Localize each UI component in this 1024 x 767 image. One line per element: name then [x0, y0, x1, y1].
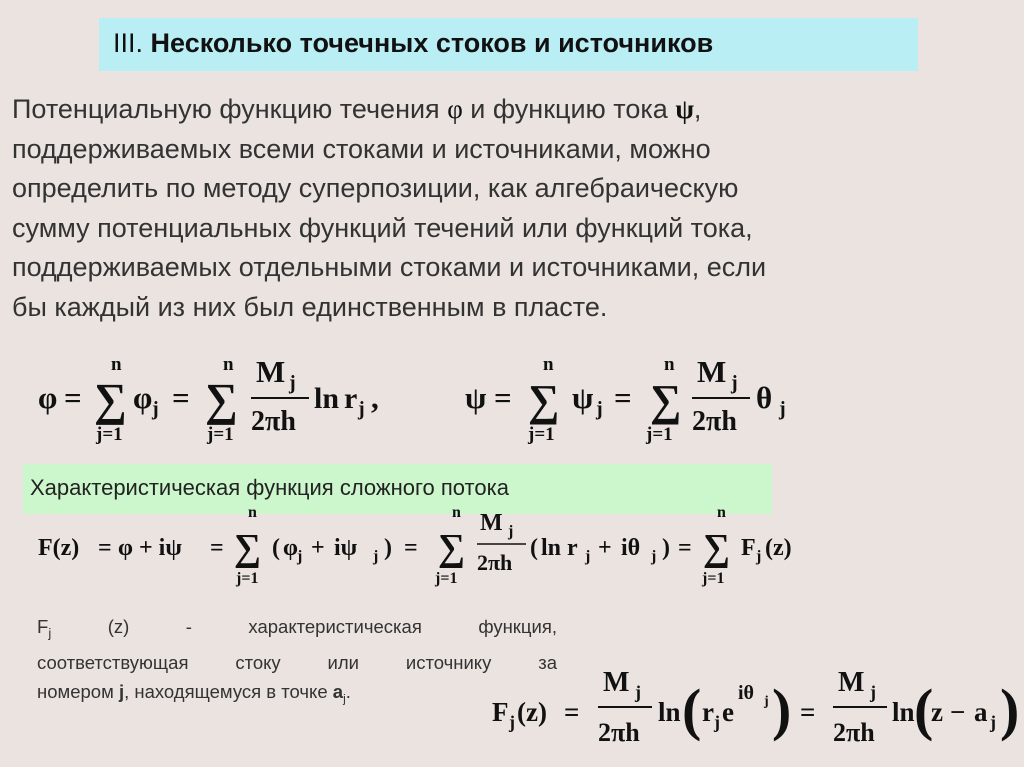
note-word-3: или [327, 651, 360, 673]
f3-sum2-sigma: ∑ [438, 527, 466, 569]
note-dash: - [185, 616, 192, 637]
note-line-2 [37, 648, 557, 677]
f2-psi: ψ [465, 380, 487, 415]
note-F-sub: j [48, 625, 52, 641]
f4-r-sub: j [714, 712, 720, 732]
f1-sum1-sigma: ∑ [94, 374, 127, 425]
f3-theta-sub: j [651, 548, 657, 565]
f4-z-letter: z [931, 697, 943, 727]
phi-symbol: φ [447, 94, 463, 124]
note-a-sub: j [343, 691, 346, 706]
f4-ln1: ln [658, 697, 681, 727]
f4-M1-sub: j [635, 682, 641, 702]
f3-ipsi-j-sub: j [373, 548, 379, 565]
f3-M: M [480, 510, 503, 536]
f4-a: a [974, 697, 988, 727]
f3-phi-j: φ [283, 535, 298, 561]
psi-symbol: ψ [675, 94, 694, 124]
f1-sum1-from: j=1 [96, 424, 123, 445]
f4-arg: (z) [517, 697, 547, 727]
f1-phi: φ [38, 380, 58, 415]
f2-theta: θ [756, 380, 773, 415]
f1-r-sub: j [358, 398, 365, 420]
f4-big-lparen2: ( [914, 677, 934, 742]
f4-exponent-sub: j [764, 694, 769, 709]
f3-sum1-n: n [248, 504, 257, 521]
f4-F: F [492, 697, 509, 727]
f4-M1: M [603, 667, 630, 698]
f4-big-rparen1: ) [772, 677, 792, 742]
fj-definition-note [37, 612, 557, 713]
f3-r-sub: j [585, 548, 591, 565]
para-line-1-pre: Потенциальную функцию течения [12, 94, 448, 124]
para-line-1-mid: и функцию тока [462, 94, 676, 124]
f4-exponent: iθ [738, 682, 754, 704]
f3-F-j-arg: (z) [765, 535, 792, 561]
f1-comma: , [371, 380, 379, 415]
para-line-6: бы каждый из них был единственным в пласте. [12, 291, 608, 322]
f3-M-sub: j [508, 523, 514, 540]
note-word-characteristic: характеристическая [248, 616, 422, 637]
f3-F-j-sub: j [756, 548, 762, 565]
f3-F-j: F [741, 535, 756, 561]
title-banner [99, 18, 918, 71]
f3-eq4: = [678, 535, 692, 561]
f4-denominator-1: 2πh [598, 718, 640, 747]
f2-theta-sub: j [779, 398, 786, 420]
f3-itheta: iθ [621, 535, 641, 561]
psi-formula [465, 354, 786, 445]
f2-sum1-sigma: ∑ [528, 376, 560, 425]
f4-M2: M [838, 667, 865, 698]
note-z: (z) [107, 616, 130, 637]
f3-rparen1: ) [384, 535, 392, 561]
para-line-1-post: , [693, 94, 702, 124]
title-prefix: III. [113, 28, 144, 58]
f3-lparen1: ( [272, 535, 280, 561]
f2-eq2: = [614, 380, 632, 415]
f1-phi-j: φ [133, 380, 153, 415]
f4-ln2: ln [892, 697, 915, 727]
f4-M2-sub: j [870, 682, 876, 702]
f3-rparen2: ) [662, 535, 670, 561]
f2-sum2-sigma: ∑ [650, 376, 682, 425]
note-word-2: стоку [235, 651, 281, 673]
phi-formula [38, 354, 379, 445]
f4-r: r [702, 697, 714, 727]
para-line-2: поддерживаемых всеми стоками и источниками, можно [12, 133, 711, 164]
f2-sum1-n: n [543, 354, 554, 375]
f3-plus2: + [598, 535, 612, 561]
para-line-1 [12, 90, 1012, 130]
f1-ln: ln [314, 382, 340, 415]
f1-denominator: 2πh [251, 406, 296, 437]
f1-phi-j-sub: j [152, 398, 159, 420]
f1-sum1-n: n [111, 354, 122, 375]
f2-psi-j-sub: j [596, 398, 603, 420]
f4-e: e [722, 697, 734, 727]
f2-eq1: = [494, 380, 512, 415]
note-word-5: за [538, 651, 557, 673]
para-line-5: поддерживаемых отдельными стоками и источниками, если [12, 252, 767, 282]
f3-plus: + [311, 535, 325, 561]
superposition-formulas [0, 345, 1024, 450]
f4-minus: − [950, 697, 966, 727]
f3-denominator: 2πh [477, 550, 513, 575]
f3-sum1-from: j=1 [236, 570, 259, 587]
f1-sum2-sigma: ∑ [205, 374, 238, 425]
f3-phi-j-sub: j [297, 548, 303, 565]
f4-big-rparen2: ) [1000, 677, 1020, 742]
f3-ln-r: ln r [541, 535, 578, 561]
f4-F-sub: j [509, 712, 515, 732]
note-line-3-post: . [345, 680, 351, 702]
note-F: F [37, 616, 49, 637]
title-text: Несколько точечных стоков и источников [150, 28, 714, 58]
note-word-4: источнику [405, 651, 492, 673]
f1-r: r [344, 382, 358, 415]
f2-denominator: 2πh [692, 406, 737, 437]
f3-eq3: = [404, 535, 418, 561]
f4-a-sub: j [990, 712, 996, 732]
f4-denominator-2: 2πh [833, 718, 875, 747]
f2-sum1-from: j=1 [528, 424, 555, 445]
note-fj [37, 612, 51, 648]
f1-eq1: = [64, 380, 82, 415]
f3-lparen2: ( [530, 535, 538, 561]
f3-sum1-sigma: ∑ [234, 527, 262, 569]
note-a: a [332, 680, 344, 702]
note-line-3-mid: , находящемуся в точке [124, 680, 333, 702]
subtitle-text: Характеристическая функция сложного потока [30, 475, 509, 500]
note-j: j [118, 680, 125, 702]
f4-big-lparen1: ( [682, 677, 702, 742]
note-line-3-pre: номером [37, 680, 119, 702]
f3-sum3-from: j=1 [702, 570, 725, 587]
f3-eq1: = [98, 535, 112, 561]
f3-F-z: F(z) [38, 535, 80, 561]
f3-sum3-sigma: ∑ [703, 527, 731, 569]
slide-title [113, 28, 713, 59]
f3-ipsi-j: iψ [334, 535, 358, 561]
f2-sum2-from: j=1 [646, 424, 673, 445]
f1-M: M [256, 354, 286, 389]
note-line-1 [37, 612, 557, 648]
f3-sum2-n: n [452, 504, 461, 521]
fj-formula [480, 655, 1024, 765]
f3-eq2: = [210, 535, 224, 561]
para-line-4: сумму потенциальных функций течений или функций тока, [12, 212, 753, 243]
f1-sum2-n: n [223, 354, 234, 375]
note-word-function: функция, [478, 616, 557, 637]
f1-sum2-from: j=1 [207, 424, 234, 445]
f1-M-sub: j [289, 372, 296, 394]
f1-eq2: = [172, 380, 190, 415]
f3-sum3-n: n [717, 504, 726, 521]
characteristic-function-formula [0, 500, 1024, 595]
f3-sum2-from: j=1 [435, 570, 458, 587]
f3-phi-plus-ipsi: φ + iψ [118, 535, 182, 561]
note-word-1: соответствующая [37, 651, 189, 673]
note-line-3 [37, 677, 557, 714]
intro-paragraph [12, 90, 1012, 327]
f2-M: M [697, 354, 727, 389]
f4-eq1: = [564, 697, 580, 727]
f2-M-sub: j [731, 372, 738, 394]
f4-eq2: = [800, 697, 816, 727]
f2-psi-j: ψ [572, 380, 594, 415]
para-line-3: определить по методу суперпозиции, как алгебраическую [12, 173, 739, 203]
f2-sum2-n: n [664, 354, 675, 375]
